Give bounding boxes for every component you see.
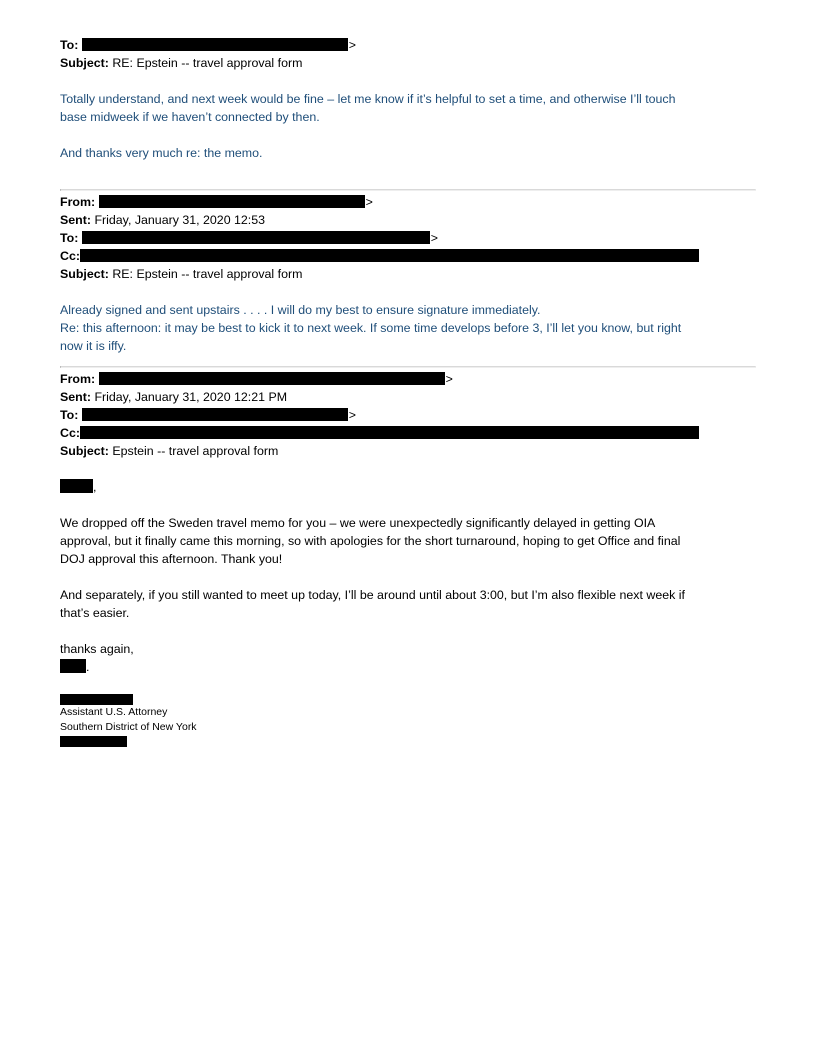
to-label: To: — [60, 38, 79, 52]
subject-text: RE: Epstein -- travel approval form — [112, 56, 303, 70]
body-line: approval, but it finally came this morning, so with apologies for the short turnaround, hoping to get Office and final — [60, 534, 681, 548]
body-line: Already signed and sent upstairs . . . . I will do my best to ensure signature immediately. — [60, 303, 541, 317]
to-label: To: — [60, 408, 79, 422]
from-line — [60, 370, 756, 388]
redacted-recipient — [82, 408, 348, 421]
signature-title: Assistant U.S. Attorney — [60, 706, 168, 718]
subject-label: Subject: — [60, 267, 109, 281]
redacted-sender — [99, 195, 365, 208]
from-line — [60, 193, 756, 211]
sent-line — [60, 211, 756, 229]
to-suffix: > — [430, 231, 439, 245]
sender-initials-line — [60, 658, 756, 676]
redacted-cc — [80, 426, 699, 439]
subject-line — [60, 442, 756, 460]
redacted-sender — [99, 372, 445, 385]
closing-line: thanks again, — [60, 642, 134, 656]
greeting-suffix: , — [93, 480, 97, 494]
body-line: Re: this afternoon: it may be best to kick it to next week. If some time develops before 3, I’ll let you know, but right — [60, 321, 682, 335]
email-original — [60, 370, 756, 747]
body-line: And separately, if you still wanted to meet up today, I’ll be around until about 3:00, but I’m also flexible next week if — [60, 588, 685, 602]
subject-text: Epstein -- travel approval form — [112, 444, 279, 458]
redacted-cc — [80, 249, 699, 262]
body-line: base midweek if we haven’t connected by then. — [60, 110, 320, 124]
to-suffix: > — [348, 408, 357, 422]
to-suffix: > — [348, 38, 357, 52]
body-line: And thanks very much re: the memo. — [60, 146, 263, 160]
email-thread — [60, 36, 756, 747]
body-line: We dropped off the Sweden travel memo for you – we were unexpectedly significantly delayed in getting OIA — [60, 516, 656, 530]
greeting-line — [60, 478, 756, 496]
from-label: From: — [60, 372, 96, 386]
subject-label: Subject: — [60, 56, 109, 70]
redacted-signature-name — [60, 694, 133, 705]
sent-date: Friday, January 31, 2020 12:21 PM — [94, 390, 288, 404]
cc-line — [60, 424, 756, 442]
body-line: now it is iffy. — [60, 339, 127, 353]
to-line — [60, 406, 756, 424]
body-line: DOJ approval this afternoon. Thank you! — [60, 552, 283, 566]
email-reply-2 — [60, 193, 756, 366]
redacted-name — [60, 479, 93, 493]
sent-label: Sent: — [60, 213, 91, 227]
from-suffix: > — [365, 195, 373, 209]
from-label: From: — [60, 195, 96, 209]
email-reply-1 — [60, 36, 756, 189]
body-line: that’s easier. — [60, 606, 130, 620]
signature-contact-line — [60, 736, 756, 747]
to-label: To: — [60, 231, 79, 245]
redacted-recipient — [82, 231, 430, 244]
sent-label: Sent: — [60, 390, 91, 404]
from-suffix: > — [445, 372, 453, 386]
name-suffix: . — [86, 660, 90, 674]
cc-line — [60, 247, 756, 265]
signature-office: Southern District of New York — [60, 721, 197, 733]
body-line: Totally understand, and next week would be fine – let me know if it’s helpful to set a time, and otherwise I’ll touch — [60, 92, 676, 106]
to-line — [60, 36, 756, 54]
cc-label: Cc: — [60, 426, 80, 440]
sent-line — [60, 388, 756, 406]
message-divider — [60, 366, 756, 368]
redacted-recipient — [82, 38, 348, 51]
message-divider — [60, 189, 756, 191]
subject-line — [60, 265, 756, 283]
cc-label: Cc: — [60, 249, 80, 263]
sent-date: Friday, January 31, 2020 12:53 — [94, 213, 266, 227]
to-line — [60, 229, 756, 247]
subject-line — [60, 54, 756, 72]
subject-label: Subject: — [60, 444, 109, 458]
redacted-contact — [60, 736, 127, 747]
signature-name-line — [60, 694, 756, 705]
subject-text: RE: Epstein -- travel approval form — [112, 267, 303, 281]
redacted-name — [60, 659, 86, 673]
